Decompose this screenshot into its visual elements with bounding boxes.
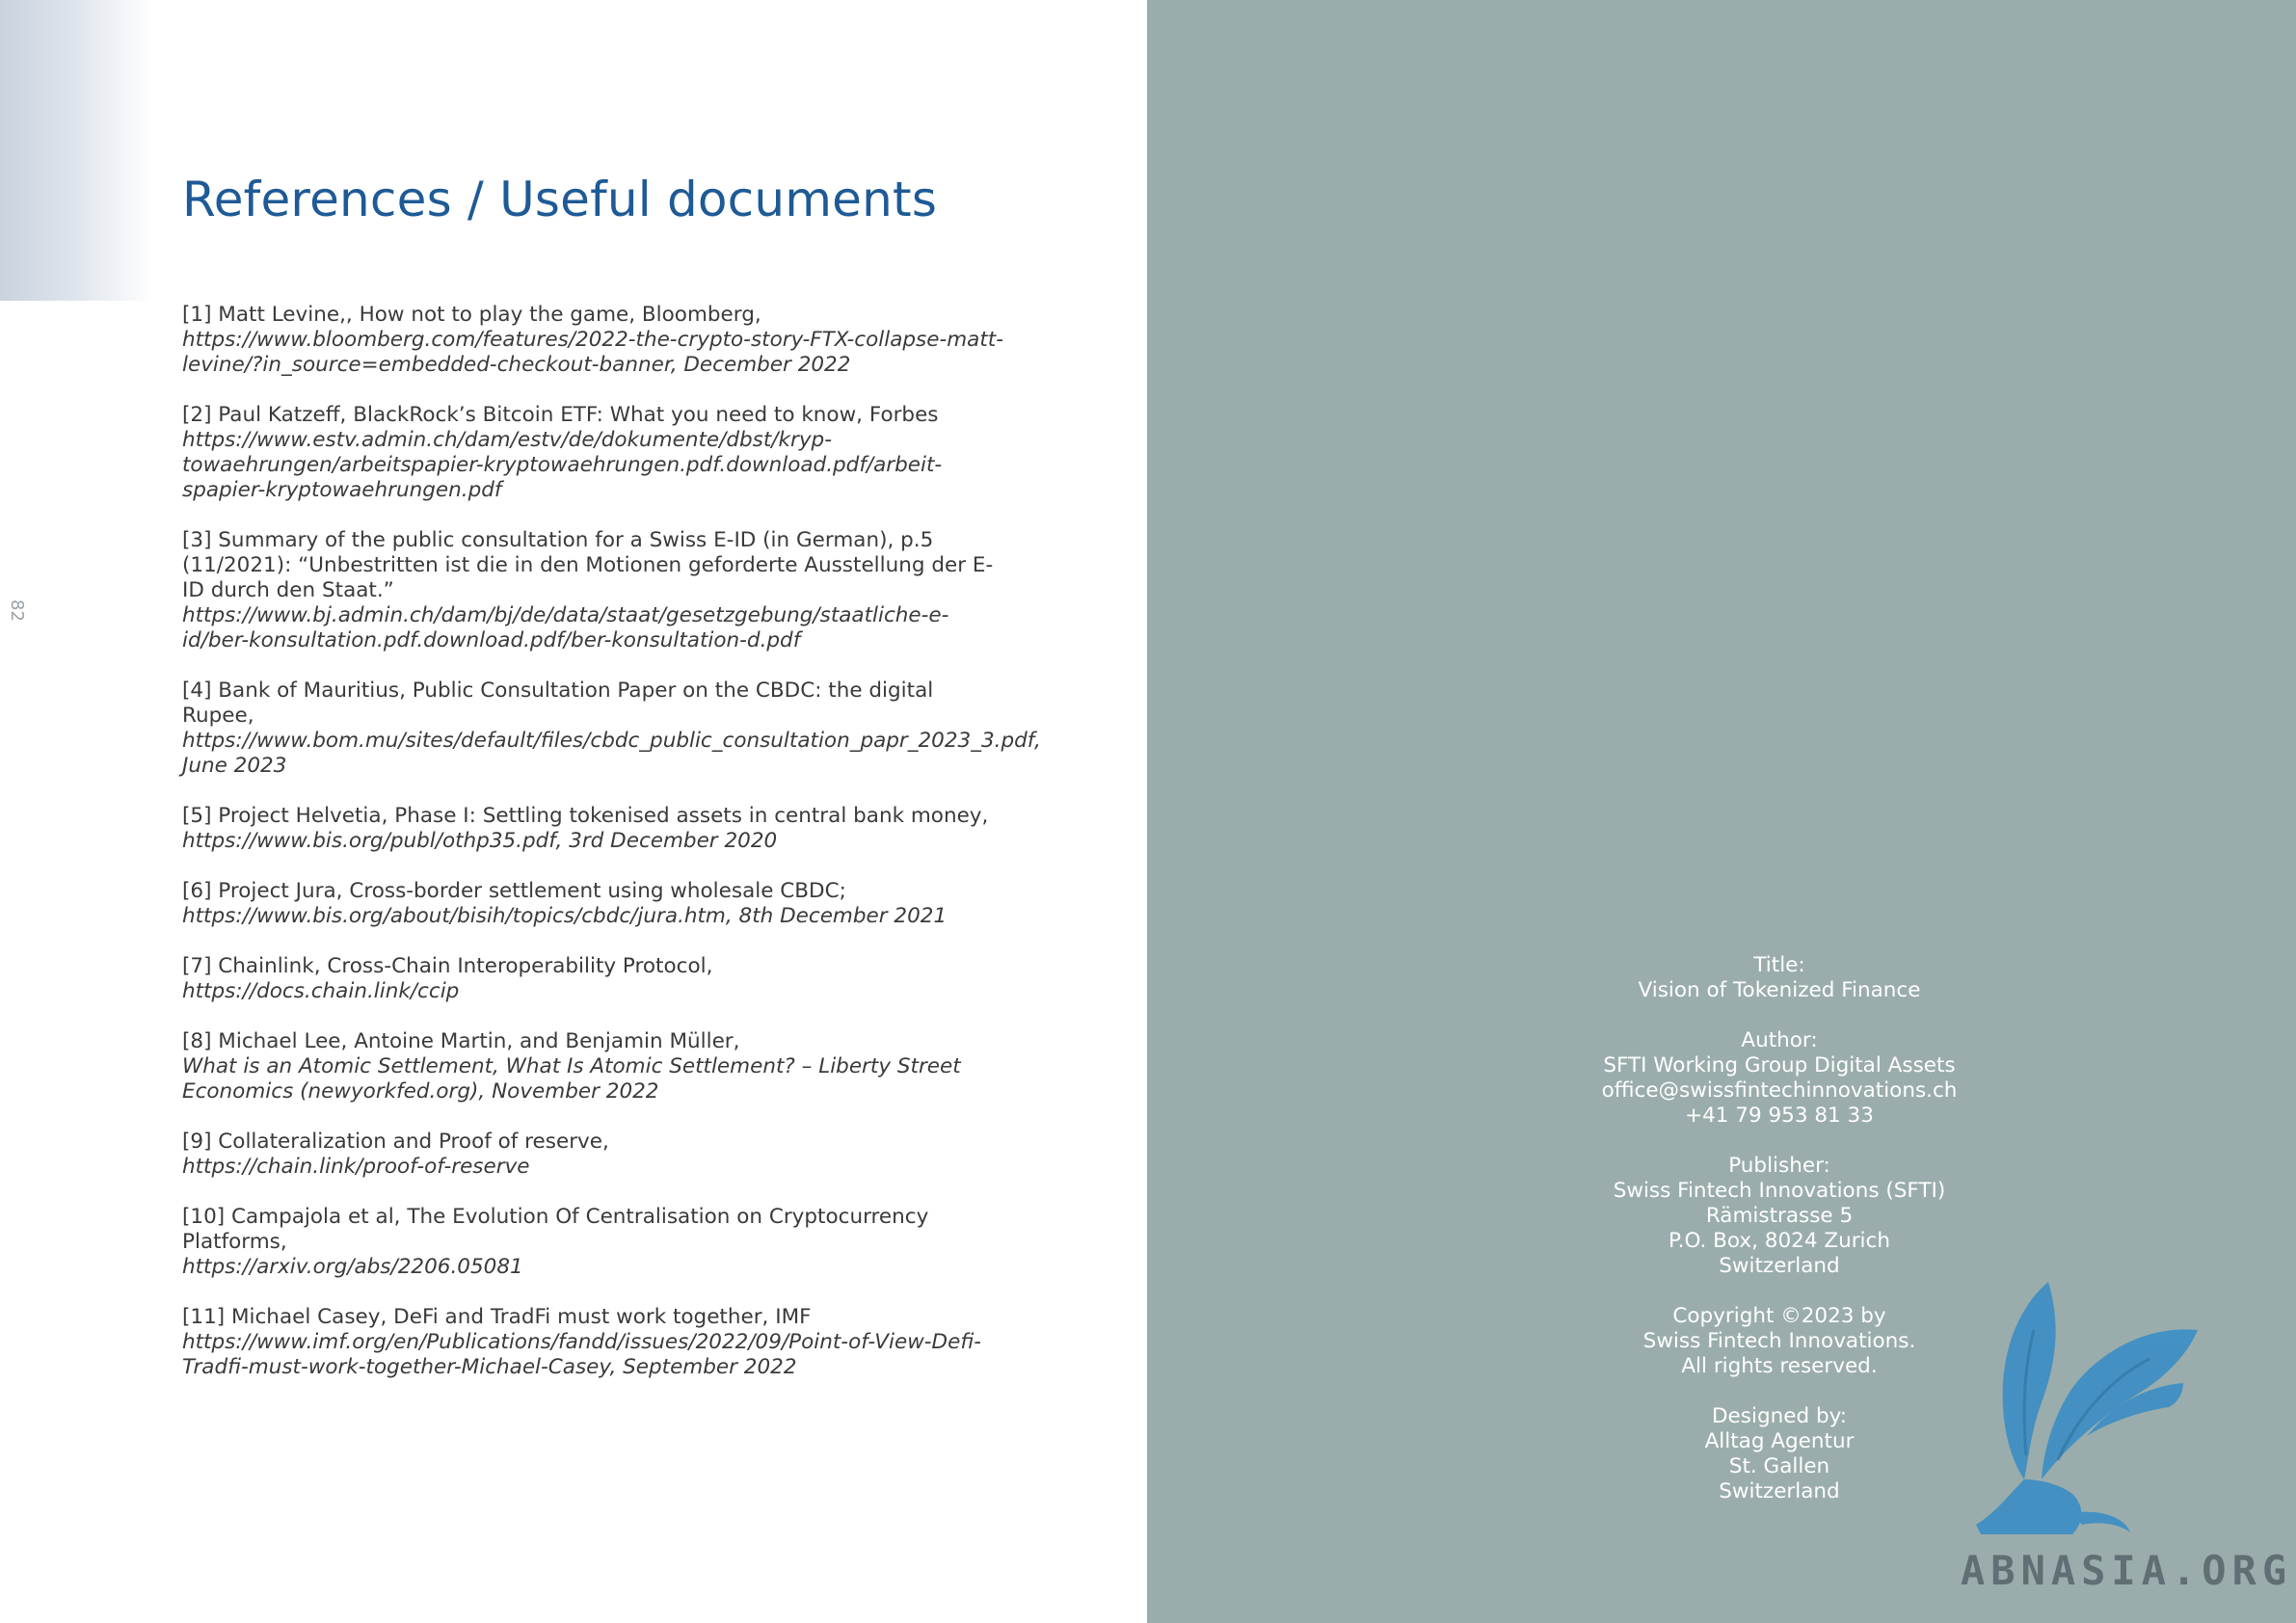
reference-text: [7] Chainlink, Cross-Chain Interoperability Protocol, <box>182 954 713 978</box>
author-name: SFTI Working Group Digital Assets <box>1603 1053 1956 1078</box>
reference-text: [11] Michael Casey, DeFi and TradFi must work together, IMF <box>182 1305 812 1329</box>
copyright-line: Copyright ©2023 by <box>1672 1304 1886 1328</box>
reference-url[interactable]: https://www.bloomberg.com/features/2022-the-crypto-story-FTX-collapse-matt-levine/?in_source=embedded-checkout-banner, December 2022 <box>182 328 1003 377</box>
reference-url[interactable]: https://www.imf.org/en/Publications/fandd/issues/2022/09/Point-of-View-Defi-Tradfi-must-work-together-Michael-Casey, September 2022 <box>182 1330 981 1379</box>
reference-item <box>182 1205 1011 1280</box>
publisher-line: Switzerland <box>1719 1254 1840 1278</box>
left-page <box>0 0 1147 1623</box>
author-phone[interactable]: +41 79 953 81 33 <box>1685 1104 1874 1128</box>
reference-url[interactable]: https://www.bis.org/about/bisih/topics/cbdc/jura.htm, 8th December 2021 <box>182 904 948 928</box>
designer-label: Designed by: <box>1712 1404 1847 1428</box>
reference-text: [2] Paul Katzeff, BlackRock’s Bitcoin ETF: What you need to know, Forbes <box>182 403 939 427</box>
designer-line: Switzerland <box>1719 1479 1840 1503</box>
griffin-icon <box>1957 1272 2207 1542</box>
reference-item <box>182 804 1011 854</box>
reference-url[interactable]: https://chain.link/proof-of-reserve <box>182 1155 530 1179</box>
colophon-publisher-block <box>1587 1154 1972 1279</box>
colophon-designer-block <box>1587 1404 1972 1504</box>
colophon-title-block <box>1587 953 1972 1003</box>
copyright-line: Swiss Fintech Innovations. <box>1642 1329 1916 1353</box>
title-label: Title: <box>1753 953 1805 977</box>
reference-item <box>182 1305 1011 1380</box>
reference-text: [5] Project Helvetia, Phase I: Settling tokenised assets in central bank money, <box>182 804 989 828</box>
reference-text: [9] Collateralization and Proof of reserve, <box>182 1130 609 1154</box>
reference-item <box>182 303 1011 378</box>
reference-item <box>182 954 1011 1004</box>
reference-text: [6] Project Jura, Cross-border settlement using wholesale CBDC; <box>182 879 846 903</box>
colophon-copyright-block <box>1587 1304 1972 1379</box>
reference-item <box>182 879 1011 929</box>
reference-url[interactable]: https://www.bj.admin.ch/dam/bj/de/data/staat/gesetzgebung/staatliche-e-id/ber-konsultation.pdf.download.pdf/ber-konsultation-d.pdf <box>182 603 949 652</box>
reference-text: [3] Summary of the public consultation for a Swiss E-ID (in German), p.5 (11/2021): “Unbestritten ist die in den Motionen geforderte Ausstellung der E-ID durch den Staat.” <box>182 528 994 602</box>
reference-url[interactable]: https://www.bis.org/publ/othp35.pdf, 3rd December 2020 <box>182 829 778 853</box>
publisher-line: Rämistrasse 5 <box>1705 1204 1854 1228</box>
author-label: Author: <box>1741 1028 1818 1052</box>
publisher-line: P.O. Box, 8024 Zurich <box>1669 1229 1890 1253</box>
corner-gradient-decoration <box>0 0 154 301</box>
reference-item <box>182 403 1011 503</box>
publisher-line: Swiss Fintech Innovations (SFTI) <box>1613 1179 1946 1203</box>
title-value: Vision of Tokenized Finance <box>1638 978 1921 1002</box>
reference-list <box>182 303 1041 1405</box>
page-number: 82 <box>7 599 27 622</box>
colophon <box>1587 953 1972 1530</box>
page-title: References / Useful documents <box>182 172 938 227</box>
reference-url[interactable]: https://arxiv.org/abs/2206.05081 <box>182 1255 523 1279</box>
colophon-author-block <box>1587 1028 1972 1129</box>
reference-url[interactable]: https://www.bom.mu/sites/default/files/cbdc_public_consultation_papr_2023_3.pdf, June 2023 <box>182 729 1041 778</box>
copyright-line: All rights reserved. <box>1681 1354 1878 1378</box>
reference-text: [4] Bank of Mauritius, Public Consultation Paper on the CBDC: the digital Rupee, <box>182 678 934 728</box>
reference-item <box>182 1130 1011 1180</box>
reference-text: [8] Michael Lee, Antoine Martin, and Benjamin Müller, <box>182 1029 740 1053</box>
author-email[interactable]: office@swissfintechinnovations.ch <box>1601 1078 1958 1103</box>
designer-line: St. Gallen <box>1728 1454 1830 1478</box>
reference-url[interactable]: What is an Atomic Settlement, What Is Atomic Settlement? – Liberty Street Economics (newyorkfed.org), November 2022 <box>182 1054 961 1104</box>
publisher-label: Publisher: <box>1728 1154 1830 1178</box>
reference-item <box>182 528 1011 653</box>
reference-url[interactable]: https://www.estv.admin.ch/dam/estv/de/dokumente/dbst/kryp-towaehrungen/arbeitspapier-kryptowaehrungen.pdf.download.pdf/arbeit-spapier-kryptowaehrungen.pdf <box>182 428 943 502</box>
reference-text: [1] Matt Levine,, How not to play the game, Bloomberg, <box>182 303 761 327</box>
reference-item <box>182 678 1041 779</box>
reference-url[interactable]: https://docs.chain.link/ccip <box>182 979 460 1003</box>
watermark-text: ABNASIA.ORG <box>1961 1547 2293 1594</box>
designer-line: Alltag Agentur <box>1704 1429 1855 1453</box>
reference-item <box>182 1029 1011 1104</box>
reference-text: [10] Campajola et al, The Evolution Of Centralisation on Cryptocurrency Platforms, <box>182 1205 929 1254</box>
